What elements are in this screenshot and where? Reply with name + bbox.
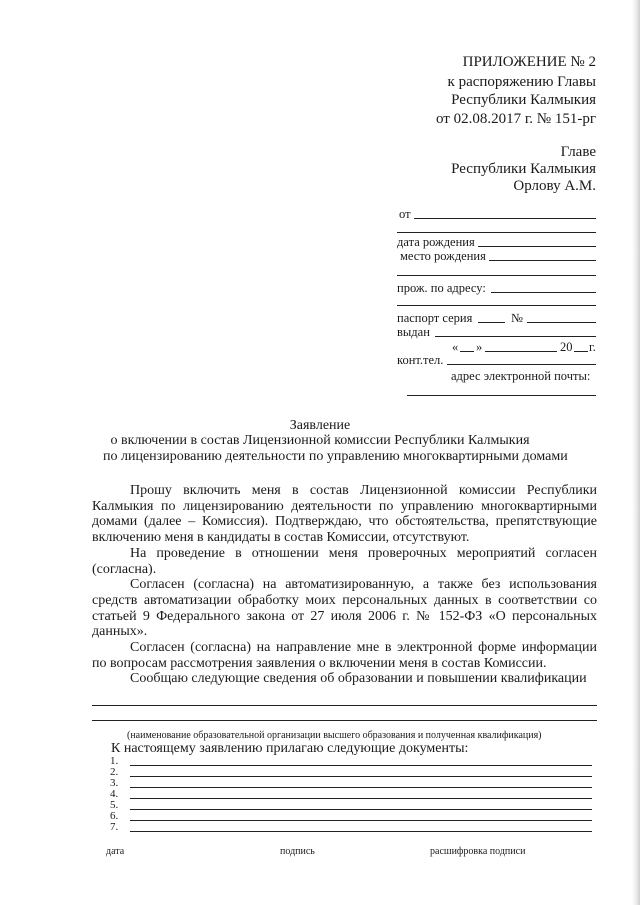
- email-label: адрес электронной почты:: [451, 369, 591, 383]
- statement-subtitle-2: по лицензированию деятельности по управлению многоквартирными домами: [103, 449, 568, 464]
- addressee-title: Главе: [560, 144, 596, 160]
- contact-phone-label: конт.тел.: [397, 353, 444, 367]
- signature-sign-caption: подпись: [280, 846, 315, 857]
- residence-line: [491, 292, 596, 293]
- passport-label: паспорт серия: [397, 311, 473, 325]
- attachment-number-2: 2.: [110, 766, 119, 778]
- appendix-republic-line: Республики Калмыкия: [451, 92, 596, 108]
- attachment-number-7: 7.: [110, 821, 119, 833]
- issued-label: выдан: [397, 325, 430, 339]
- scan-edge-shadow: [632, 0, 640, 905]
- contact-phone-line: [447, 364, 596, 365]
- from-label: от: [399, 207, 411, 221]
- paragraph-verification-consent: На проведение в отношении меня проверочных мероприятий согласен (согласна).: [92, 545, 597, 577]
- statement-body: [92, 483, 597, 687]
- attachments-label: К настоящему заявлению прилагаю следующие документы:: [111, 741, 469, 756]
- birth-place-line-2: [397, 275, 596, 276]
- attachment-number-4: 4.: [110, 788, 119, 800]
- education-caption: (наименование образовательной организации высшего образования и полученная квалификация): [127, 730, 542, 741]
- issue-date-open-quote: «: [452, 340, 459, 354]
- paragraph-electronic-consent: Согласен (согласна) на направление мне в электронной форме информации по вопросам рассмотрения заявления о включении меня в состав Комиссии.: [92, 640, 597, 671]
- education-line-2: [92, 720, 597, 721]
- residence-line-2: [397, 305, 596, 306]
- passport-number-sign: №: [511, 311, 523, 325]
- addressee-name: Орлову А.М.: [513, 178, 596, 194]
- birth-place-label: место рождения: [400, 249, 486, 263]
- attachment-number-5: 5.: [110, 799, 119, 811]
- birth-place-line: [489, 260, 596, 261]
- from-line: [414, 218, 596, 219]
- statement-subtitle-1: о включении в состав Лицензионной комиссии Республики Калмыкия: [110, 433, 530, 448]
- issue-year-suffix: г.: [589, 340, 596, 354]
- issue-day-line: [460, 351, 474, 352]
- attachment-line-1: [130, 765, 592, 766]
- email-line: [407, 395, 596, 396]
- paragraph-education: Сообщаю следующие сведения об образовании и повышении квалификации: [130, 671, 587, 687]
- issue-year-line: [574, 351, 588, 352]
- statement-title: Заявление: [289, 418, 351, 433]
- birth-date-line: [478, 246, 596, 247]
- addressee-republic: Республики Калмыкия: [451, 161, 596, 177]
- issue-date-close-quote: »: [476, 340, 483, 354]
- appendix-order-line: к распоряжению Главы: [447, 74, 596, 90]
- attachment-line-6: [130, 820, 592, 821]
- attachment-line-7: [130, 831, 592, 832]
- signature-date-caption: дата: [106, 846, 125, 857]
- attachment-number-1: 1.: [110, 755, 119, 767]
- birth-date-label: дата рождения: [397, 235, 475, 249]
- attachment-line-5: [130, 809, 592, 810]
- appendix-number: ПРИЛОЖЕНИЕ № 2: [462, 54, 596, 70]
- paragraph-request: Прошу включить меня в состав Лицензионной комиссии Республики Калмыкия по лицензированию деятельности по управлению многоквартирными домами (далее – Комиссия). Подтверждаю, что обстоятельства, препятствующие включению меня в кандидаты в состав Комиссии, отсутствуют.: [92, 483, 597, 546]
- paragraph-personal-data-consent: Согласен (согласна) на автоматизированную, а также без использования средств автоматизации обработку моих персональных данных в соответствии со статьей 9 Федерального закона от 27 июля 2006 г. № 152-ФЗ «О персональных данных».: [92, 577, 597, 640]
- passport-number-line: [527, 322, 596, 323]
- education-line-1: [92, 705, 597, 706]
- residence-label: прож. по адресу:: [397, 281, 486, 295]
- attachment-line-2: [130, 776, 592, 777]
- from-line-2: [397, 232, 596, 233]
- attachment-number-3: 3.: [110, 777, 119, 789]
- attachment-line-3: [130, 787, 592, 788]
- appendix-date-line: от 02.08.2017 г. № 151-рг: [435, 111, 596, 127]
- issued-line: [435, 336, 596, 337]
- passport-series-line: [478, 322, 505, 323]
- attachment-line-4: [130, 798, 592, 799]
- issue-month-line: [485, 351, 557, 352]
- attachment-number-6: 6.: [110, 810, 119, 822]
- issue-year-prefix: 20: [560, 340, 573, 354]
- signature-decode-caption: расшифровка подписи: [430, 846, 526, 857]
